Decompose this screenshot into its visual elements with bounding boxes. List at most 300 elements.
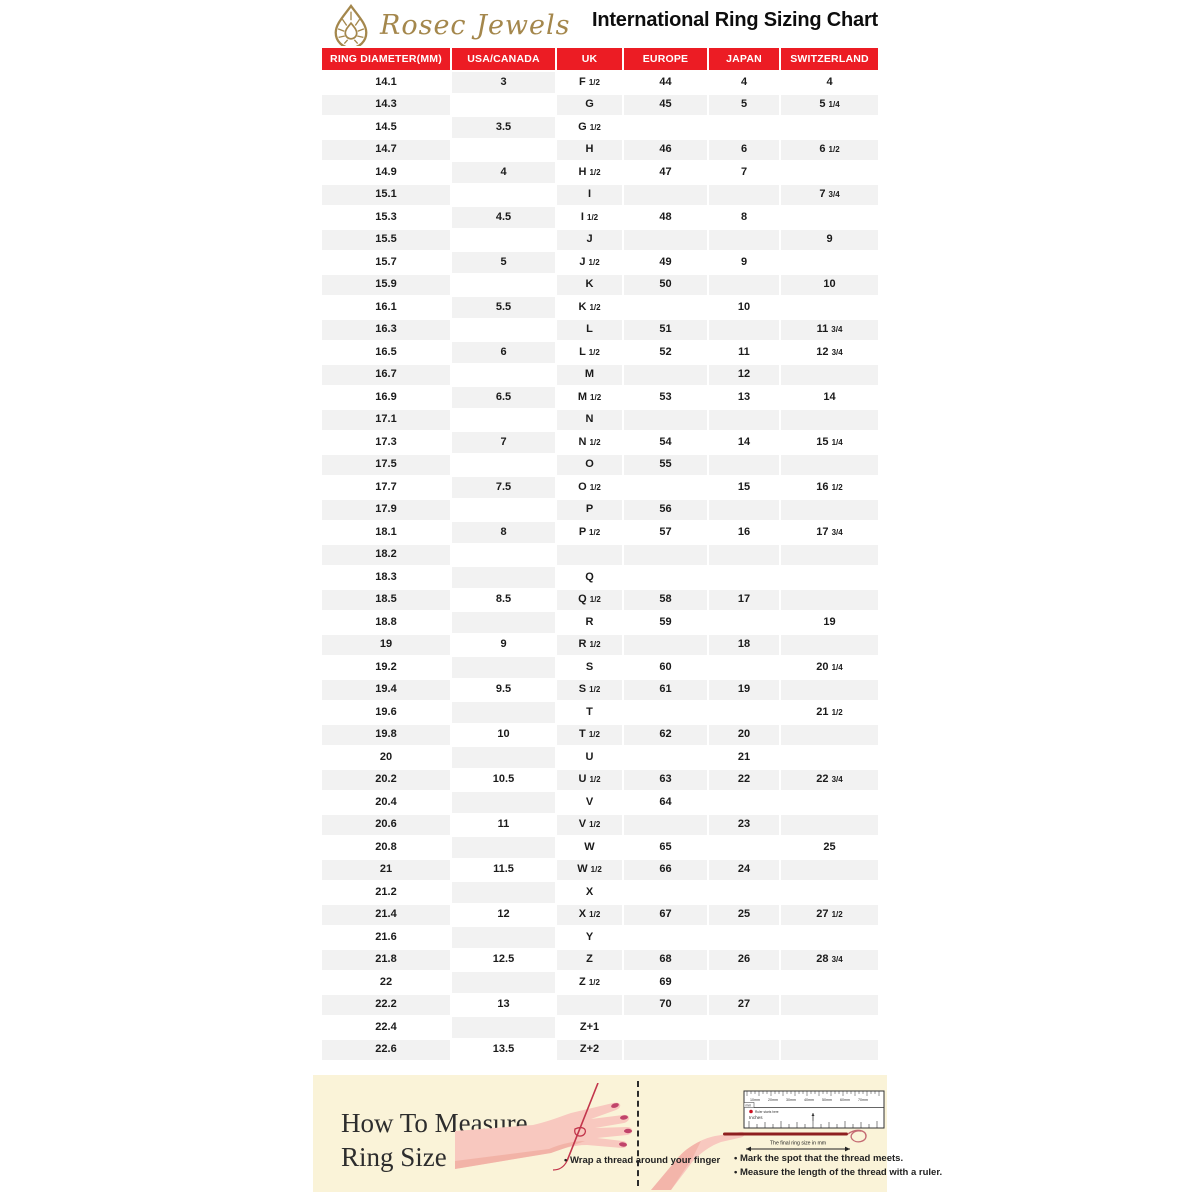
table-cell: U 1/2 bbox=[557, 770, 622, 791]
table-cell: 22 bbox=[322, 972, 450, 993]
svg-text:Inches: Inches bbox=[749, 1115, 763, 1120]
table-cell: P bbox=[557, 500, 622, 521]
table-cell: 23 bbox=[709, 815, 779, 836]
table-row bbox=[322, 275, 878, 296]
table-cell: 9 bbox=[781, 230, 878, 251]
pear-gem-icon bbox=[330, 4, 372, 46]
table-cell: 20 bbox=[709, 725, 779, 746]
table-cell: 18.2 bbox=[322, 545, 450, 566]
table-cell bbox=[709, 882, 779, 903]
table-cell: 9 bbox=[452, 635, 555, 656]
table-cell: 11 bbox=[452, 815, 555, 836]
table-cell: X bbox=[557, 882, 622, 903]
table-cell: T bbox=[557, 702, 622, 723]
table-cell: 66 bbox=[624, 860, 707, 881]
table-cell: 16.3 bbox=[322, 320, 450, 341]
table-cell bbox=[709, 320, 779, 341]
table-cell: 9.5 bbox=[452, 680, 555, 701]
table-cell: 24 bbox=[709, 860, 779, 881]
table-row bbox=[322, 230, 878, 251]
table-cell: 3.5 bbox=[452, 117, 555, 138]
table-cell bbox=[709, 117, 779, 138]
table-cell: O 1/2 bbox=[557, 477, 622, 498]
table-cell: 7 bbox=[709, 162, 779, 183]
table-cell bbox=[781, 207, 878, 228]
table-cell bbox=[452, 275, 555, 296]
table-row bbox=[322, 1017, 878, 1038]
table-cell bbox=[452, 410, 555, 431]
table-cell: 53 bbox=[624, 387, 707, 408]
table-row bbox=[322, 905, 878, 926]
table-row bbox=[322, 657, 878, 678]
step-mark-spot: • Mark the spot that the thread meets. bbox=[734, 1153, 904, 1164]
table-cell: 10.5 bbox=[452, 770, 555, 791]
table-row bbox=[322, 747, 878, 768]
table-cell bbox=[624, 1017, 707, 1038]
table-cell bbox=[781, 590, 878, 611]
table-cell: 60 bbox=[624, 657, 707, 678]
table-cell: 56 bbox=[624, 500, 707, 521]
table-cell bbox=[452, 612, 555, 633]
table-cell: 5 bbox=[709, 95, 779, 116]
table-cell: S bbox=[557, 657, 622, 678]
table-cell: 44 bbox=[624, 72, 707, 93]
table-cell: Z bbox=[557, 950, 622, 971]
how-to-measure-section bbox=[313, 1075, 943, 1192]
table-cell: 5.5 bbox=[452, 297, 555, 318]
table-cell: 18.3 bbox=[322, 567, 450, 588]
table-cell bbox=[624, 297, 707, 318]
table-cell: 55 bbox=[624, 455, 707, 476]
table-cell bbox=[452, 972, 555, 993]
table-cell bbox=[781, 297, 878, 318]
table-cell: 10 bbox=[709, 297, 779, 318]
brand-logo bbox=[330, 4, 571, 46]
table-row bbox=[322, 117, 878, 138]
table-cell: 15.7 bbox=[322, 252, 450, 273]
svg-text:40mm: 40mm bbox=[804, 1098, 814, 1102]
table-cell: X 1/2 bbox=[557, 905, 622, 926]
table-cell: 47 bbox=[624, 162, 707, 183]
svg-text:The final ring size in mm: The final ring size in mm bbox=[769, 1140, 827, 1147]
table-cell bbox=[709, 837, 779, 858]
table-cell: 65 bbox=[624, 837, 707, 858]
table-cell: 5 bbox=[452, 252, 555, 273]
table-cell: Z+2 bbox=[557, 1040, 622, 1061]
table-cell bbox=[452, 320, 555, 341]
table-row bbox=[322, 815, 878, 836]
table-cell: 13 bbox=[452, 995, 555, 1016]
table-cell: 14.7 bbox=[322, 140, 450, 161]
table-cell: 16 1/2 bbox=[781, 477, 878, 498]
table-cell: 12 bbox=[452, 905, 555, 926]
table-cell bbox=[709, 702, 779, 723]
table-cell: Z 1/2 bbox=[557, 972, 622, 993]
table-cell: 18.1 bbox=[322, 522, 450, 543]
table-cell bbox=[452, 455, 555, 476]
heading-line-1: How To Measure bbox=[341, 1108, 528, 1138]
table-cell bbox=[781, 162, 878, 183]
table-row bbox=[322, 252, 878, 273]
table-cell bbox=[624, 747, 707, 768]
table-cell: 14.1 bbox=[322, 72, 450, 93]
table-cell: 17.7 bbox=[322, 477, 450, 498]
table-row bbox=[322, 522, 878, 543]
table-cell bbox=[452, 1017, 555, 1038]
table-cell: 20.4 bbox=[322, 792, 450, 813]
table-row bbox=[322, 297, 878, 318]
table-cell: 15.9 bbox=[322, 275, 450, 296]
table-cell: 57 bbox=[624, 522, 707, 543]
table-cell bbox=[781, 500, 878, 521]
table-row bbox=[322, 162, 878, 183]
table-cell: 17.3 bbox=[322, 432, 450, 453]
svg-text:50mm: 50mm bbox=[822, 1098, 832, 1102]
table-cell: Z+1 bbox=[557, 1017, 622, 1038]
table-cell bbox=[624, 635, 707, 656]
table-row bbox=[322, 995, 878, 1016]
table-cell bbox=[452, 882, 555, 903]
table-cell: 28 3/4 bbox=[781, 950, 878, 971]
table-cell bbox=[781, 117, 878, 138]
table-cell: 16.5 bbox=[322, 342, 450, 363]
table-cell: T 1/2 bbox=[557, 725, 622, 746]
table-cell: G 1/2 bbox=[557, 117, 622, 138]
table-cell bbox=[452, 747, 555, 768]
table-cell: 16.1 bbox=[322, 297, 450, 318]
table-cell: 25 bbox=[781, 837, 878, 858]
table-header-row bbox=[322, 48, 878, 70]
table-cell: 25 bbox=[709, 905, 779, 926]
table-cell: M bbox=[557, 365, 622, 386]
table-cell bbox=[709, 1017, 779, 1038]
table-cell: S 1/2 bbox=[557, 680, 622, 701]
table-cell bbox=[624, 365, 707, 386]
table-row bbox=[322, 792, 878, 813]
table-cell: V bbox=[557, 792, 622, 813]
table-cell: 21 bbox=[709, 747, 779, 768]
table-cell bbox=[452, 185, 555, 206]
table-row bbox=[322, 612, 878, 633]
table-cell: 21.6 bbox=[322, 927, 450, 948]
table-cell bbox=[781, 680, 878, 701]
table-cell bbox=[452, 927, 555, 948]
table-cell: 4 bbox=[781, 72, 878, 93]
table-cell: Q 1/2 bbox=[557, 590, 622, 611]
heading-line-2: Ring Size bbox=[341, 1141, 447, 1172]
table-cell: 6 bbox=[452, 342, 555, 363]
table-cell: 59 bbox=[624, 612, 707, 633]
table-cell: N bbox=[557, 410, 622, 431]
table-cell: 17 bbox=[709, 590, 779, 611]
table-cell bbox=[781, 792, 878, 813]
table-row bbox=[322, 882, 878, 903]
table-cell bbox=[781, 927, 878, 948]
table-cell bbox=[452, 230, 555, 251]
table-cell: 48 bbox=[624, 207, 707, 228]
table-cell: 14 bbox=[781, 387, 878, 408]
table-cell: 20.2 bbox=[322, 770, 450, 791]
table-cell: 7 bbox=[452, 432, 555, 453]
table-cell: L 1/2 bbox=[557, 342, 622, 363]
table-cell: V 1/2 bbox=[557, 815, 622, 836]
table-row bbox=[322, 567, 878, 588]
table-cell bbox=[709, 410, 779, 431]
table-cell: 20.6 bbox=[322, 815, 450, 836]
table-row bbox=[322, 770, 878, 791]
table-cell: 14 bbox=[709, 432, 779, 453]
table-cell bbox=[452, 567, 555, 588]
table-cell bbox=[452, 365, 555, 386]
table-cell: 15.1 bbox=[322, 185, 450, 206]
table-row bbox=[322, 590, 878, 611]
table-cell: K 1/2 bbox=[557, 297, 622, 318]
table-cell: I bbox=[557, 185, 622, 206]
table-cell: 58 bbox=[624, 590, 707, 611]
table-row bbox=[322, 1040, 878, 1061]
table-cell bbox=[452, 837, 555, 858]
table-cell: R bbox=[557, 612, 622, 633]
table-row bbox=[322, 500, 878, 521]
table-cell: 21.4 bbox=[322, 905, 450, 926]
table-cell: 21.8 bbox=[322, 950, 450, 971]
table-cell: W 1/2 bbox=[557, 860, 622, 881]
table-cell bbox=[452, 702, 555, 723]
table-cell: 8 bbox=[709, 207, 779, 228]
table-cell: 22 bbox=[709, 770, 779, 791]
table-cell bbox=[709, 545, 779, 566]
table-cell: R 1/2 bbox=[557, 635, 622, 656]
table-cell: 19.8 bbox=[322, 725, 450, 746]
table-cell: 12 bbox=[709, 365, 779, 386]
table-cell: 5 1/4 bbox=[781, 95, 878, 116]
table-cell: 18.8 bbox=[322, 612, 450, 633]
table-cell bbox=[452, 500, 555, 521]
table-row bbox=[322, 140, 878, 161]
table-cell: 21 1/2 bbox=[781, 702, 878, 723]
table-cell: 45 bbox=[624, 95, 707, 116]
table-cell: 11.5 bbox=[452, 860, 555, 881]
table-cell: 10 bbox=[452, 725, 555, 746]
table-cell: Y bbox=[557, 927, 622, 948]
table-cell bbox=[781, 860, 878, 881]
table-cell: 15 1/4 bbox=[781, 432, 878, 453]
column-header: SWITZERLAND bbox=[781, 48, 878, 70]
size-table bbox=[320, 46, 880, 1062]
table-cell: 19 bbox=[709, 680, 779, 701]
table-row bbox=[322, 320, 878, 341]
table-cell: 49 bbox=[624, 252, 707, 273]
table-row bbox=[322, 860, 878, 881]
table-cell bbox=[781, 815, 878, 836]
table-cell bbox=[624, 230, 707, 251]
column-header: JAPAN bbox=[709, 48, 779, 70]
table-cell: 15.3 bbox=[322, 207, 450, 228]
table-cell: 46 bbox=[624, 140, 707, 161]
table-row bbox=[322, 725, 878, 746]
table-cell bbox=[781, 972, 878, 993]
svg-text:10mm: 10mm bbox=[750, 1098, 760, 1102]
table-cell: L bbox=[557, 320, 622, 341]
svg-text:Ruler starts here: Ruler starts here bbox=[755, 1109, 779, 1114]
table-cell: 52 bbox=[624, 342, 707, 363]
table-row bbox=[322, 365, 878, 386]
table-cell: M 1/2 bbox=[557, 387, 622, 408]
table-cell bbox=[624, 185, 707, 206]
table-cell: 4 bbox=[709, 72, 779, 93]
table-cell: 11 3/4 bbox=[781, 320, 878, 341]
table-row bbox=[322, 95, 878, 116]
table-cell: 12.5 bbox=[452, 950, 555, 971]
table-cell bbox=[781, 635, 878, 656]
table-cell bbox=[709, 612, 779, 633]
column-header: RING DIAMETER(MM) bbox=[322, 48, 450, 70]
table-cell bbox=[709, 275, 779, 296]
svg-text:mm: mm bbox=[745, 1103, 752, 1108]
table-cell bbox=[781, 995, 878, 1016]
table-row bbox=[322, 207, 878, 228]
table-cell: 18.5 bbox=[322, 590, 450, 611]
table-cell: 6 1/2 bbox=[781, 140, 878, 161]
table-cell: 19 bbox=[781, 612, 878, 633]
table-cell: 6 bbox=[709, 140, 779, 161]
table-cell bbox=[781, 455, 878, 476]
table-cell bbox=[709, 500, 779, 521]
table-cell bbox=[781, 410, 878, 431]
table-cell: 19 bbox=[322, 635, 450, 656]
brand-name: Rosec Jewels bbox=[380, 9, 571, 41]
table-cell bbox=[781, 545, 878, 566]
table-cell bbox=[624, 567, 707, 588]
table-cell bbox=[557, 545, 622, 566]
table-cell: 17.1 bbox=[322, 410, 450, 431]
table-cell: 8.5 bbox=[452, 590, 555, 611]
table-cell bbox=[781, 1017, 878, 1038]
table-cell bbox=[781, 1040, 878, 1061]
table-cell: G bbox=[557, 95, 622, 116]
table-row bbox=[322, 635, 878, 656]
table-cell: 22.4 bbox=[322, 1017, 450, 1038]
table-cell bbox=[557, 995, 622, 1016]
table-cell: P 1/2 bbox=[557, 522, 622, 543]
table-cell: 7.5 bbox=[452, 477, 555, 498]
table-cell: 50 bbox=[624, 275, 707, 296]
svg-text:20mm: 20mm bbox=[768, 1098, 778, 1102]
table-cell bbox=[624, 1040, 707, 1061]
column-header: USA/CANADA bbox=[452, 48, 555, 70]
step-measure-length: • Measure the length of the thread with a ruler. bbox=[734, 1167, 943, 1178]
table-row bbox=[322, 432, 878, 453]
table-cell bbox=[709, 567, 779, 588]
table-row bbox=[322, 837, 878, 858]
svg-text:30mm: 30mm bbox=[786, 1098, 796, 1102]
table-cell: 20 bbox=[322, 747, 450, 768]
table-cell: 16.7 bbox=[322, 365, 450, 386]
page-title: International Ring Sizing Chart bbox=[591, 9, 878, 31]
table-row bbox=[322, 477, 878, 498]
table-row bbox=[322, 185, 878, 206]
column-header: EUROPE bbox=[624, 48, 707, 70]
table-cell: 21.2 bbox=[322, 882, 450, 903]
table-cell: W bbox=[557, 837, 622, 858]
table-cell: K bbox=[557, 275, 622, 296]
table-cell: 19.2 bbox=[322, 657, 450, 678]
table-cell: 63 bbox=[624, 770, 707, 791]
table-cell: 6.5 bbox=[452, 387, 555, 408]
table-cell: O bbox=[557, 455, 622, 476]
table-row bbox=[322, 410, 878, 431]
table-cell bbox=[624, 702, 707, 723]
table-cell: 19.4 bbox=[322, 680, 450, 701]
table-cell: 62 bbox=[624, 725, 707, 746]
table-cell: 7 3/4 bbox=[781, 185, 878, 206]
table-cell: J bbox=[557, 230, 622, 251]
table-cell: 12 3/4 bbox=[781, 342, 878, 363]
table-cell: N 1/2 bbox=[557, 432, 622, 453]
hand-thread-illustration bbox=[455, 1083, 660, 1188]
table-cell bbox=[452, 657, 555, 678]
table-cell bbox=[709, 185, 779, 206]
table-cell bbox=[709, 927, 779, 948]
table-cell: 64 bbox=[624, 792, 707, 813]
table-cell bbox=[624, 410, 707, 431]
table-cell: J 1/2 bbox=[557, 252, 622, 273]
table-cell bbox=[709, 972, 779, 993]
table-cell: 3 bbox=[452, 72, 555, 93]
table-cell: 17.9 bbox=[322, 500, 450, 521]
table-row bbox=[322, 72, 878, 93]
table-row bbox=[322, 972, 878, 993]
table-cell bbox=[781, 365, 878, 386]
table-cell bbox=[624, 815, 707, 836]
table-cell: 22.6 bbox=[322, 1040, 450, 1061]
table-cell: 69 bbox=[624, 972, 707, 993]
table-cell: 11 bbox=[709, 342, 779, 363]
table-cell bbox=[781, 252, 878, 273]
table-cell bbox=[452, 792, 555, 813]
table-cell bbox=[624, 927, 707, 948]
table-cell: 22 3/4 bbox=[781, 770, 878, 791]
table-row bbox=[322, 927, 878, 948]
svg-text:60mm: 60mm bbox=[840, 1098, 850, 1102]
table-cell bbox=[709, 792, 779, 813]
table-cell: 15 bbox=[709, 477, 779, 498]
table-cell bbox=[781, 882, 878, 903]
table-cell bbox=[452, 95, 555, 116]
table-cell: 27 bbox=[709, 995, 779, 1016]
table-cell: 13.5 bbox=[452, 1040, 555, 1061]
table-cell: 10 bbox=[781, 275, 878, 296]
table-cell: 14.3 bbox=[322, 95, 450, 116]
table-cell bbox=[624, 477, 707, 498]
table-cell bbox=[709, 455, 779, 476]
table-cell bbox=[781, 567, 878, 588]
svg-text:70mm: 70mm bbox=[858, 1098, 868, 1102]
table-cell: 16 bbox=[709, 522, 779, 543]
table-cell: H 1/2 bbox=[557, 162, 622, 183]
table-cell bbox=[452, 545, 555, 566]
table-row bbox=[322, 387, 878, 408]
table-cell bbox=[624, 882, 707, 903]
table-cell: 4.5 bbox=[452, 207, 555, 228]
table-cell: F 1/2 bbox=[557, 72, 622, 93]
table-cell: 4 bbox=[452, 162, 555, 183]
table-row bbox=[322, 342, 878, 363]
table-row bbox=[322, 950, 878, 971]
table-cell: 13 bbox=[709, 387, 779, 408]
table-cell: 17 3/4 bbox=[781, 522, 878, 543]
table-cell bbox=[624, 117, 707, 138]
